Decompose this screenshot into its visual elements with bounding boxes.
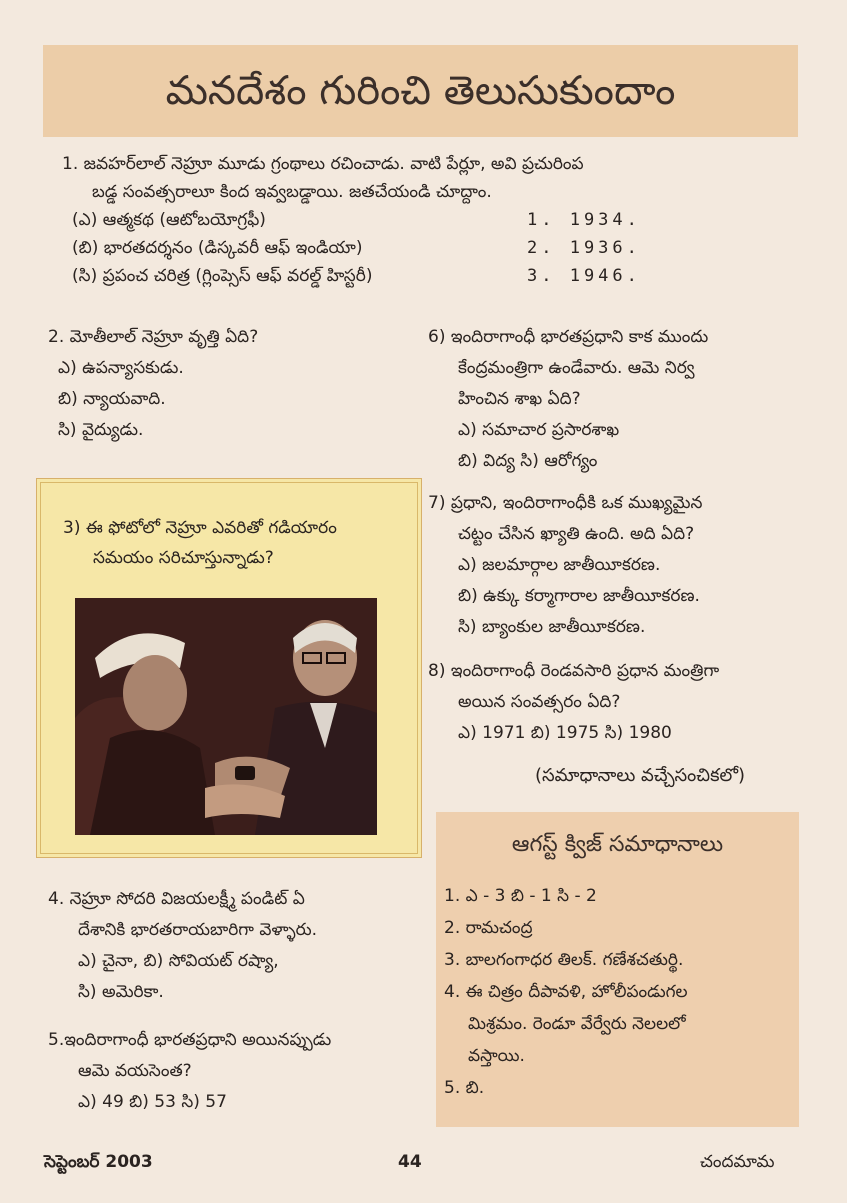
question-3-line-1: 3) ఈ ఫోటోలో నెహ్రూ ఎవరితో గడియారం bbox=[63, 518, 337, 538]
question-3 bbox=[63, 513, 408, 573]
question-5 bbox=[48, 1025, 418, 1118]
nehru-photo bbox=[75, 598, 377, 835]
page-title: మనదేశం గురించి తెలుసుకుందాం bbox=[165, 68, 676, 114]
question-2-option-c: సి) వైద్యుడు. bbox=[58, 420, 144, 440]
question-1-line-1: 1. జవహర్‌లాల్ నెహ్రూ మూడు గ్రంథాలు రచించాడు. వాటి పేర్లూ, అవి ప్రచురింప bbox=[62, 154, 584, 174]
answer-4-line-1: 4. ఈ చిత్రం దీపావళి, హోలీపండుగల bbox=[444, 982, 688, 1002]
question-6 bbox=[428, 322, 808, 477]
answers-next-issue-note: (సమాధానాలు వచ్చేసంచికలో) bbox=[535, 765, 746, 786]
question-4-option-c: సి) అమెరికా. bbox=[78, 982, 164, 1002]
question-1-option-a: (ఎ) ఆత్మకథ (ఆటోబయోగ్రఫీ) 1. 1934. bbox=[72, 210, 641, 230]
question-1-option-c: (సి) ప్రపంచ చరిత్ర (గ్లింప్సెస్ ఆఫ్ వరల్డ్ హిస్టరీ) 3. 1946. bbox=[72, 266, 641, 286]
question-5-line-1: 5.ఇందిరాగాంధీ భారతప్రధాని అయినప్పుడు bbox=[48, 1030, 332, 1050]
question-6-option-bc: బి) విద్య సి) ఆరోగ్యం bbox=[458, 451, 598, 471]
question-6-line-1: 6) ఇందిరాగాంధీ భారతప్రధాని కాక ముందు bbox=[428, 327, 709, 347]
answer-2: 2. రామచంద్ర bbox=[444, 918, 533, 938]
question-2 bbox=[48, 322, 408, 446]
august-quiz-answers-box bbox=[436, 812, 799, 1127]
question-1 bbox=[62, 150, 802, 290]
question-3-line-2: సమయం సరిచూస్తున్నాడు? bbox=[93, 548, 274, 568]
question-6-line-3: హించిన శాఖ ఏది? bbox=[458, 389, 581, 409]
question-4-options-ab: ఎ) చైనా, బి) సోవియట్ రష్యా, bbox=[78, 951, 279, 971]
answer-4-line-2: మిశ్రమం. రెండూ వేర్వేరు నెలలలో bbox=[468, 1014, 686, 1034]
question-7-option-a: ఎ) జలమార్గాల జాతీయీకరణ. bbox=[458, 555, 661, 575]
answer-3: 3. బాలగంగాధర తిలక్. గణేశచతుర్థి. bbox=[444, 950, 684, 970]
question-7-line-2: చట్టం చేసిన ఖ్యాతి ఉంది. అది ఏది? bbox=[458, 524, 695, 544]
question-2-text: 2. మోతీలాల్ నెహ్రూ వృత్తి ఏది? bbox=[48, 327, 259, 347]
question-5-options: ఎ) 49 బి) 53 సి) 57 bbox=[78, 1092, 227, 1112]
question-7 bbox=[428, 488, 808, 643]
question-1-line-2: బడ్డ సంవత్సరాలూ కింద ఇవ్వబడ్డాయి. జతచేయండి చూద్దాం. bbox=[92, 182, 492, 202]
answer-4-line-3: వస్తాయి. bbox=[468, 1046, 525, 1066]
question-7-option-b: బి) ఉక్కు కర్మాగారాల జాతీయీకరణ. bbox=[458, 586, 700, 606]
question-8 bbox=[428, 656, 808, 749]
page-number: 44 bbox=[398, 1152, 422, 1172]
question-4-line-1: 4. నెహ్రూ సోదరి విజయలక్ష్మీ పండిట్ ఏ bbox=[48, 889, 305, 909]
magazine-name: చందమామ bbox=[700, 1152, 775, 1172]
answers-list bbox=[444, 880, 794, 1104]
question-6-option-a: ఎ) సమాచార ప్రసారశాఖ bbox=[458, 420, 620, 440]
question-4-line-2: దేశానికి భారతరాయబారిగా వెళ్ళారు. bbox=[78, 920, 318, 940]
question-2-option-a: ఎ) ఉపన్యాసకుడు. bbox=[58, 358, 184, 378]
question-8-options: ఎ) 1971 బి) 1975 సి) 1980 bbox=[458, 723, 672, 743]
footer-date: సెప్టెంబర్ 2003 bbox=[44, 1152, 153, 1172]
question-8-line-1: 8) ఇందిరాగాంధీ రెండవసారి ప్రధాన మంత్రిగా bbox=[428, 661, 720, 681]
title-band bbox=[43, 45, 798, 137]
question-4 bbox=[48, 884, 418, 1008]
question-1-option-b: (బి) భారతదర్శనం (డిస్కవరీ ఆఫ్ ఇండియా) 2. 1936. bbox=[72, 238, 641, 258]
photo-question-box bbox=[40, 482, 418, 854]
question-6-line-2: కేంద్రమంత్రిగా ఉండేవారు. ఆమె నిర్వ bbox=[458, 358, 695, 378]
question-2-option-b: బి) న్యాయవాది. bbox=[58, 389, 166, 409]
question-5-line-2: ఆమె వయసెంత? bbox=[78, 1061, 192, 1081]
photo-illustration bbox=[75, 598, 377, 835]
question-8-line-2: అయిన సంవత్సరం ఏది? bbox=[458, 692, 621, 712]
question-7-option-c: సి) బ్యాంకుల జాతీయీకరణ. bbox=[458, 617, 646, 637]
answer-1: 1. ఎ - 3 బి - 1 సి - 2 bbox=[444, 886, 597, 906]
answer-5: 5. బి. bbox=[444, 1078, 485, 1098]
answers-heading: ఆగస్ట్ క్విజ్ సమాధానాలు bbox=[511, 832, 724, 857]
question-7-line-1: 7) ప్రధాని, ఇందిరాగాంధీకి ఒక ముఖ్యమైన bbox=[428, 493, 703, 513]
